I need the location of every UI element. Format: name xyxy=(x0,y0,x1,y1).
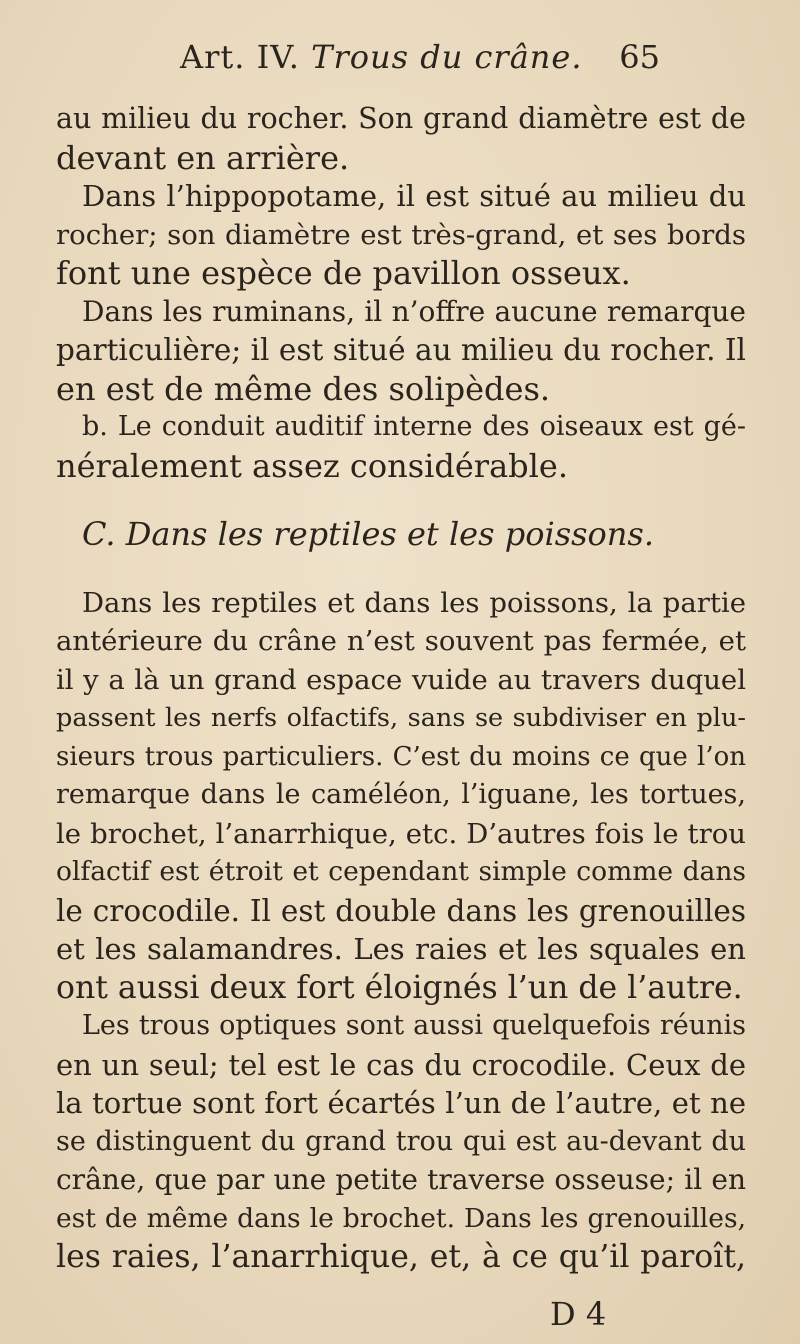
header-title xyxy=(180,36,583,78)
text-line: il y a là un grand espace vuide au travers duquel xyxy=(56,663,746,696)
page-number: 65 xyxy=(619,38,660,76)
header-article: Art. IV. xyxy=(180,38,300,76)
running-header xyxy=(180,36,660,78)
body-text xyxy=(56,100,746,1277)
text-line: le crocodile. Il est double dans les grenouilles xyxy=(56,893,746,928)
section-heading: C. Dans les reptiles et les poissons. xyxy=(82,515,654,553)
text-line: Dans les reptiles et dans les poissons, la partie xyxy=(82,586,746,619)
text-line: néralement assez considérable. xyxy=(56,446,568,485)
section-gap xyxy=(56,485,746,515)
text-line: antérieure du crâne n’est souvent pas fermée, et xyxy=(56,625,746,657)
text-line: Dans l’hippopotame, il est situé au milieu du xyxy=(82,179,746,213)
text-line: se distinguent du grand trou qui est au-devant du xyxy=(56,1125,746,1157)
text-line: passent les nerfs olfactifs, sans se subdiviser en plu- xyxy=(56,703,746,733)
text-line: sieurs trous particuliers. C’est du moins ce que l’on xyxy=(56,741,746,772)
text-line: rocher; son diamètre est très-grand, et ses bords xyxy=(56,218,746,251)
text-line: au milieu du rocher. Son grand diamètre est de xyxy=(56,102,746,135)
text-line: la tortue sont fort écartés l’un de l’autre, et ne xyxy=(56,1086,746,1120)
header-subject: Trous du crâne. xyxy=(311,38,583,76)
section-gap xyxy=(56,554,746,584)
text-line: ont aussi deux fort éloignés l’un de l’autre. xyxy=(56,969,743,1006)
signature-mark: D 4 xyxy=(550,1295,607,1333)
text-line: est de même dans le brochet. Dans les grenouilles, xyxy=(56,1202,746,1234)
text-line: particulière; il est situé au milieu du rocher. Il xyxy=(56,333,746,367)
text-line: en un seul; tel est le cas du crocodile. Ceux de xyxy=(56,1047,746,1082)
text-line: olfactif est étroit et cependant simple comme dans xyxy=(56,856,746,887)
text-line: Les trous optiques sont aussi quelquefois réunis xyxy=(82,1010,746,1041)
text-line: font une espèce de pavillon osseux. xyxy=(56,254,631,292)
text-line: les raies, l’anarrhique, et, à ce qu’il paroît, xyxy=(56,1239,746,1275)
text-line: devant en arrière. xyxy=(56,138,350,177)
text-line: le brochet, l’anarrhique, etc. D’autres fois le trou xyxy=(56,817,746,850)
text-line: en est de même des solipèdes. xyxy=(56,369,551,408)
text-line: Dans les ruminans, il n’offre aucune remarque xyxy=(82,294,746,328)
text-line: et les salamandres. Les raies et les squales en xyxy=(56,932,746,966)
text-line: crâne, que par une petite traverse osseuse; il en xyxy=(56,1163,746,1196)
text-line: b. Le conduit auditif interne des oiseaux est gé- xyxy=(82,411,746,442)
text-line: remarque dans le caméléon, l’iguane, les tortues, xyxy=(56,779,746,810)
